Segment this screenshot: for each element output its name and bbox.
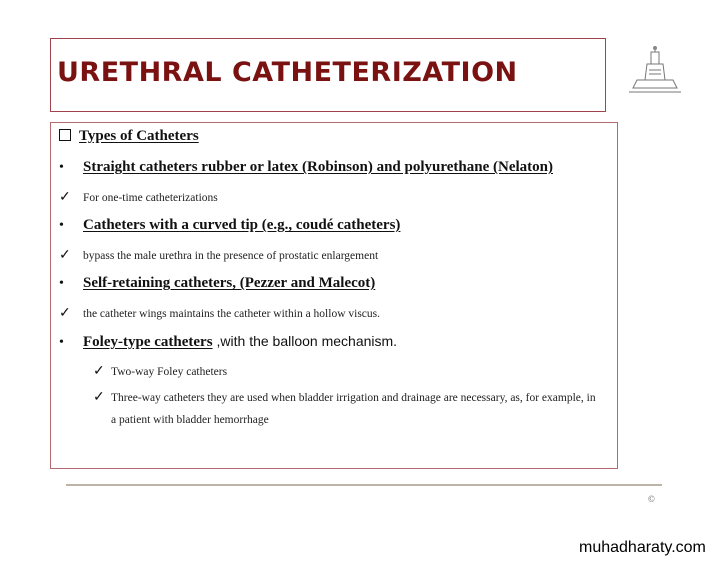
list-item <box>59 275 375 292</box>
list-item <box>59 217 400 234</box>
footer-divider <box>66 484 662 486</box>
checkmark-icon: ✓ <box>93 364 105 379</box>
item-detail: the catheter wings maintains the catheter within a hollow viscus. <box>83 308 381 320</box>
content-box <box>50 122 618 469</box>
item-heading-tail: ,with the balloon mechanism. <box>216 333 398 349</box>
nested-item-text: Two-way Foley catheters <box>111 366 228 378</box>
item-detail: For one-time catheterizations <box>83 192 218 204</box>
checkmark-icon: ✓ <box>59 306 71 321</box>
section-heading-row <box>59 128 199 145</box>
nested-list-item <box>93 363 227 380</box>
checkmark-icon: ✓ <box>93 390 105 405</box>
list-item-detail <box>59 247 378 264</box>
list-item <box>59 159 553 176</box>
list-item-detail <box>59 305 380 322</box>
item-detail: bypass the male urethra in the presence of prostatic enlargement <box>83 250 379 262</box>
bullet-icon: • <box>59 276 64 291</box>
item-heading: Self-retaining catheters, (Pezzer and Malecot) <box>83 275 376 291</box>
nested-item-text: Three-way catheters they are used when bladder irrigation and drainage are necessary, as, for example, in a patient with bladder hemorrhage <box>111 392 596 426</box>
item-heading: Catheters with a curved tip (e.g., coudé catheters) <box>83 217 401 233</box>
watermark: muhadharaty.com <box>579 539 706 556</box>
slide-title: URETHRAL CATHETERIZATION <box>57 57 518 88</box>
bullet-icon: • <box>59 160 64 175</box>
list-item <box>59 333 397 351</box>
item-heading: Straight catheters rubber or latex (Robinson) and polyurethane (Nelaton) <box>83 159 553 175</box>
list-item-detail <box>59 189 218 206</box>
section-heading: Types of Catheters <box>79 128 199 144</box>
bullet-icon: • <box>59 335 64 350</box>
checkmark-icon: ✓ <box>59 248 71 263</box>
university-logo-icon <box>625 42 685 96</box>
bullet-icon: • <box>59 218 64 233</box>
title-box <box>50 38 606 112</box>
nested-list-item <box>93 387 601 431</box>
item-heading: Foley-type catheters <box>83 334 213 350</box>
checkmark-icon: ✓ <box>59 190 71 205</box>
copyright-mark: © <box>648 494 655 504</box>
checkbox-icon <box>59 129 71 141</box>
